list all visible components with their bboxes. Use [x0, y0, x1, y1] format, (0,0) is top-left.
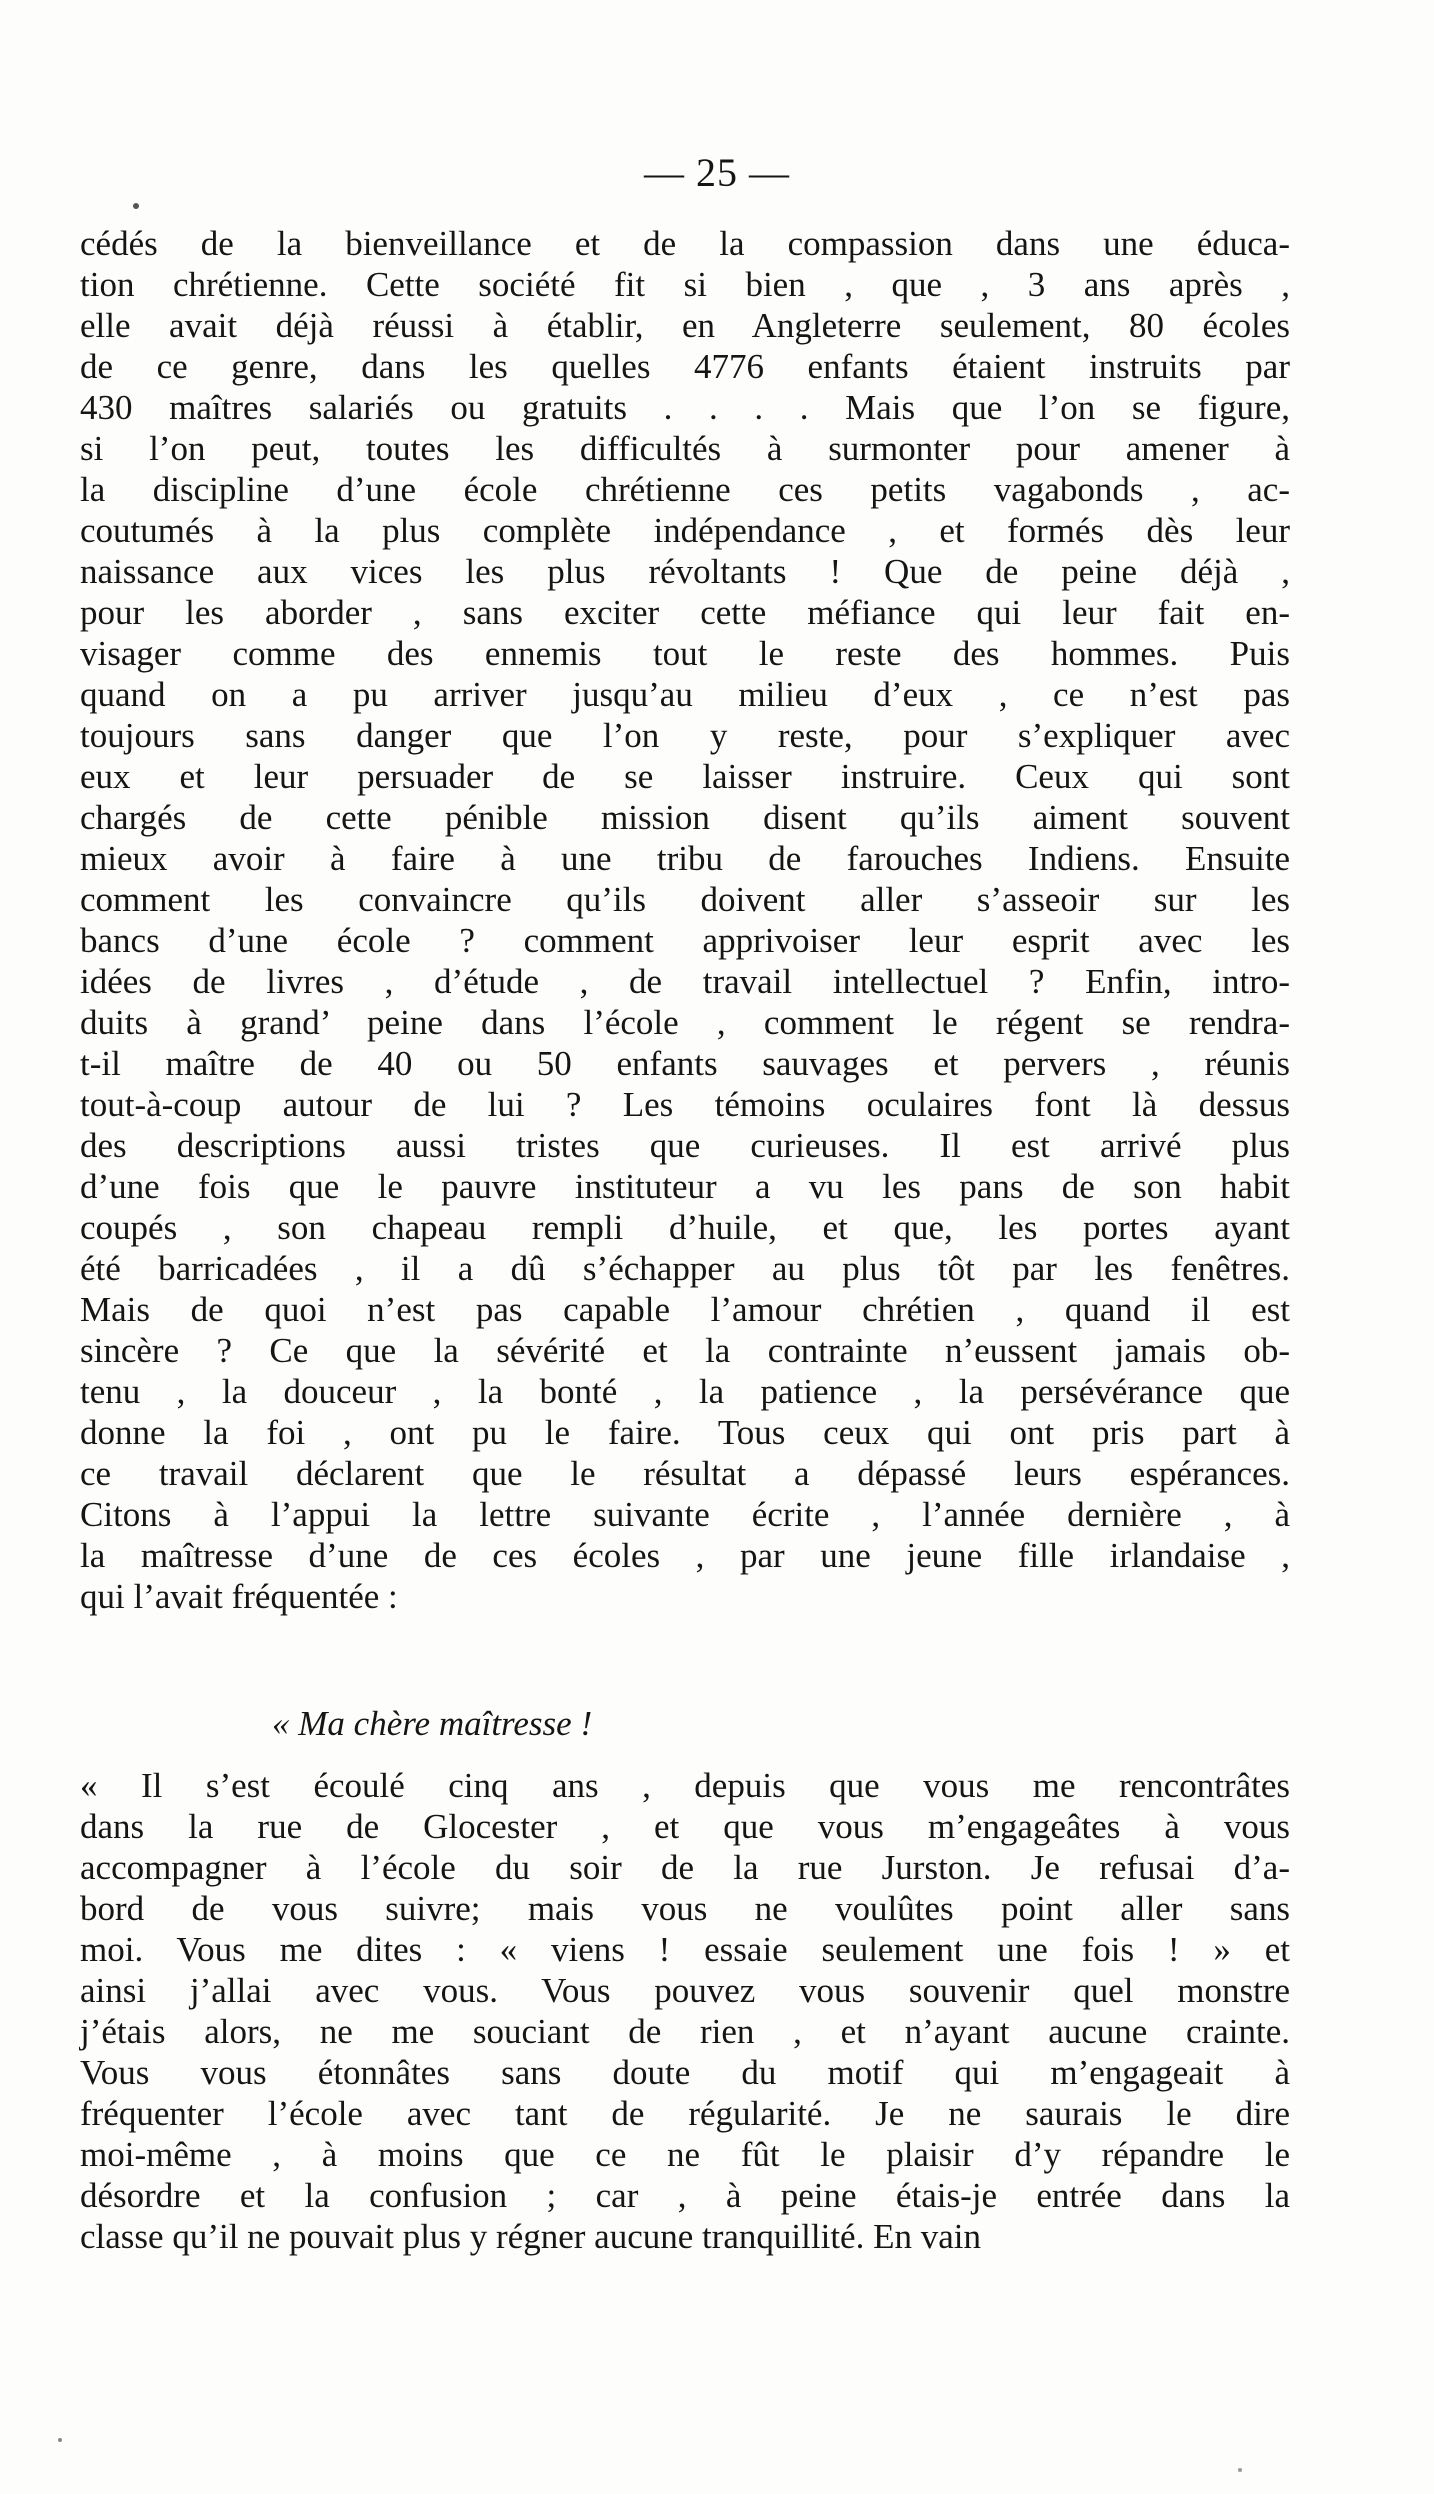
text-line: Citons à l’appui la lettre suivante écrite , l’année dernière , à: [80, 1495, 1290, 1534]
text-line: chargés de cette pénible mission disent qu’ils aiment souvent: [80, 798, 1290, 837]
text-line: si l’on peut, toutes les difficultés à surmonter pour amener à: [80, 429, 1290, 468]
text-line: d’une fois que le pauvre instituteur a vu les pans de son habit: [80, 1167, 1290, 1206]
text-line: dans la rue de Glocester , et que vous m’engageâtes à vous: [80, 1807, 1290, 1846]
text-line: été barricadées , il a dû s’échapper au plus tôt par les fenêtres.: [80, 1249, 1290, 1288]
text-line: pour les aborder , sans exciter cette méfiance qui leur fait en-: [80, 593, 1290, 632]
text-line: visager comme des ennemis tout le reste des hommes. Puis: [80, 634, 1290, 673]
text-line: toujours sans danger que l’on y reste, pour s’expliquer avec: [80, 716, 1290, 755]
text-line: comment les convaincre qu’ils doivent aller s’asseoir sur les: [80, 880, 1290, 919]
text-line: moi-même , à moins que ce ne fût le plaisir d’y répandre le: [80, 2135, 1290, 2174]
text-line: coupés , son chapeau rempli d’huile, et que, les portes ayant: [80, 1208, 1290, 1247]
text-line: 430 maîtres salariés ou gratuits . . . . Mais que l’on se figure,: [80, 388, 1290, 427]
text-line: idées de livres , d’étude , de travail intellectuel ? Enfin, intro-: [80, 962, 1290, 1001]
text-line: cédés de la bienveillance et de la compassion dans une éduca-: [80, 224, 1290, 263]
text-line: t-il maître de 40 ou 50 enfants sauvages et pervers , réunis: [80, 1044, 1290, 1083]
text-line: Mais de quoi n’est pas capable l’amour chrétien , quand il est: [80, 1290, 1290, 1329]
text-line: la maîtresse d’une de ces écoles , par une jeune fille irlandaise ,: [80, 1536, 1290, 1575]
text-line: « Il s’est écoulé cinq ans , depuis que vous me rencontrâtes: [80, 1766, 1290, 1805]
text-line: duits à grand’ peine dans l’école , comment le régent se rendra-: [80, 1003, 1290, 1042]
text-line: elle avait déjà réussi à établir, en Angleterre seulement, 80 écoles: [80, 306, 1290, 345]
text-line: bancs d’une école ? comment apprivoiser leur esprit avec les: [80, 921, 1290, 960]
text-line: des descriptions aussi tristes que curieuses. Il est arrivé plus: [80, 1126, 1290, 1165]
text-line: moi. Vous me dites : « viens ! essaie seulement une fois ! » et: [80, 1930, 1290, 1969]
letter-salutation: « Ma chère maîtresse !: [272, 1704, 593, 1743]
text-line: donne la foi , ont pu le faire. Tous ceux qui ont pris part à: [80, 1413, 1290, 1452]
text-line: eux et leur persuader de se laisser instruire. Ceux qui sont: [80, 757, 1290, 796]
text-line: ce travail déclarent que le résultat a dépassé leurs espérances.: [80, 1454, 1290, 1493]
text-line: la discipline d’une école chrétienne ces petits vagabonds , ac-: [80, 470, 1290, 509]
text-line: quand on a pu arriver jusqu’au milieu d’eux , ce n’est pas: [80, 675, 1290, 714]
text-line: tenu , la douceur , la bonté , la patience , la persévérance que: [80, 1372, 1290, 1411]
text-line: j’étais alors, ne me souciant de rien , et n’ayant aucune crainte.: [80, 2012, 1290, 2051]
text-line: désordre et la confusion ; car , à peine étais-je entrée dans la: [80, 2176, 1290, 2215]
page-number: — 25 —: [644, 150, 790, 195]
text-line: classe qu’il ne pouvait plus y régner aucune tranquillité. En vain: [80, 2217, 981, 2256]
text-line: naissance aux vices les plus révoltants ! Que de peine déjà ,: [80, 552, 1290, 591]
text-line: de ce genre, dans les quelles 4776 enfants étaient instruits par: [80, 347, 1290, 386]
text-line: sincère ? Ce que la sévérité et la contrainte n’eussent jamais ob-: [80, 1331, 1290, 1370]
text-line: tion chrétienne. Cette société fit si bien , que , 3 ans après ,: [80, 265, 1290, 304]
text-line: bord de vous suivre; mais vous ne voulûtes point aller sans: [80, 1889, 1290, 1928]
text-line: ainsi j’allai avec vous. Vous pouvez vous souvenir quel monstre: [80, 1971, 1290, 2010]
text-line: accompagner à l’école du soir de la rue Jurston. Je refusai d’a-: [80, 1848, 1290, 1887]
text-line: fréquenter l’école avec tant de régularité. Je ne saurais le dire: [80, 2094, 1290, 2133]
text-line: coutumés à la plus complète indépendance , et formés dès leur: [80, 511, 1290, 550]
text-line: qui l’avait fréquentée :: [80, 1577, 398, 1616]
text-line: mieux avoir à faire à une tribu de farouches Indiens. Ensuite: [80, 839, 1290, 878]
text-line: tout-à-coup autour de lui ? Les témoins oculaires font là dessus: [80, 1085, 1290, 1124]
text-line: Vous vous étonnâtes sans doute du motif qui m’engageait à: [80, 2053, 1290, 2092]
